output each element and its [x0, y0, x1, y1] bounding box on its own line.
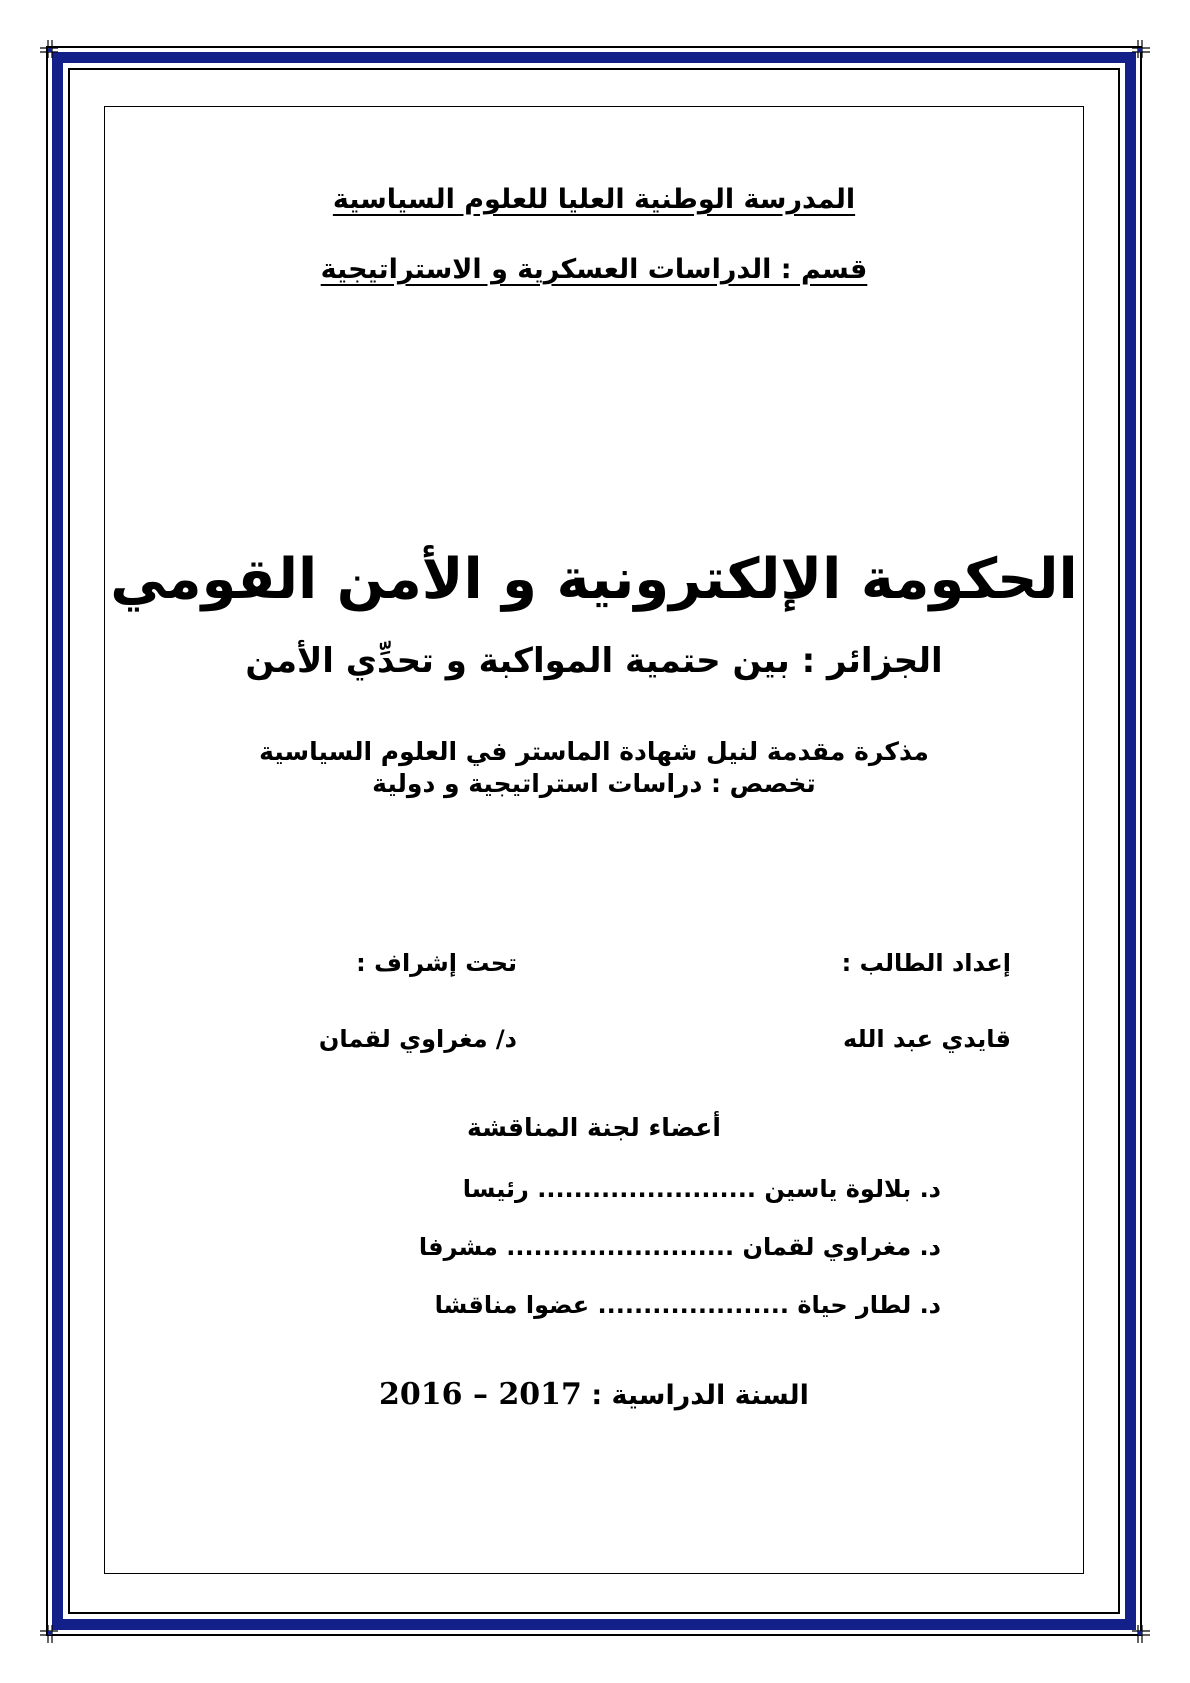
supervisor-name: د/ مغراوي لقمان	[318, 1025, 517, 1053]
thesis-subtitle: الجزائر : بين حتمية المواكبة و تحدِّي الأمن	[245, 641, 943, 681]
member-role: رئيسا	[462, 1175, 529, 1203]
member-name: د. مغراوي لقمان	[742, 1233, 941, 1261]
academic-year	[105, 1377, 1083, 1412]
committee-member	[463, 1175, 941, 1203]
member-role: مشرفا	[418, 1233, 498, 1261]
corner-ornament-icon	[1128, 1621, 1154, 1647]
member-name: د. بلالوة ياسين	[764, 1175, 941, 1203]
corner-ornament-icon	[36, 36, 62, 62]
year-end: 2017	[498, 1377, 582, 1412]
academic-year-range	[379, 1377, 582, 1412]
member-name: د. لطار حياة	[797, 1291, 941, 1319]
prepared-by-label: إعداد الطالب :	[841, 949, 1011, 977]
member-role: عضوا مناقشا	[434, 1291, 590, 1319]
member-dots: ........................	[537, 1175, 757, 1203]
corner-ornament-icon	[36, 1621, 62, 1647]
member-dots: .........................	[506, 1233, 735, 1261]
specialty: تخصص : دراسات استراتيجية و دولية	[372, 769, 816, 798]
thesis-title: الحكومة الإلكترونية و الأمن القومي	[110, 547, 1078, 612]
year-start: 2016	[379, 1377, 463, 1412]
committee-member	[435, 1291, 941, 1319]
committee-member	[419, 1233, 941, 1261]
department-name: قسم : الدراسات العسكرية و الاستراتيجية	[320, 254, 868, 285]
committee-title: أعضاء لجنة المناقشة	[467, 1113, 721, 1142]
student-name: قايدي عبد الله	[843, 1025, 1011, 1053]
cover-page-content	[104, 106, 1084, 1574]
supervision-label: تحت إشراف :	[356, 949, 517, 977]
year-separator: –	[472, 1377, 488, 1412]
degree-statement: مذكرة مقدمة لنيل شهادة الماستر في العلوم السياسية	[259, 737, 929, 766]
corner-ornament-icon	[1128, 36, 1154, 62]
school-name: المدرسة الوطنية العليا للعلوم السياسية	[332, 184, 856, 215]
academic-year-label: السنة الدراسية :	[591, 1380, 809, 1411]
member-dots: .....................	[597, 1291, 789, 1319]
